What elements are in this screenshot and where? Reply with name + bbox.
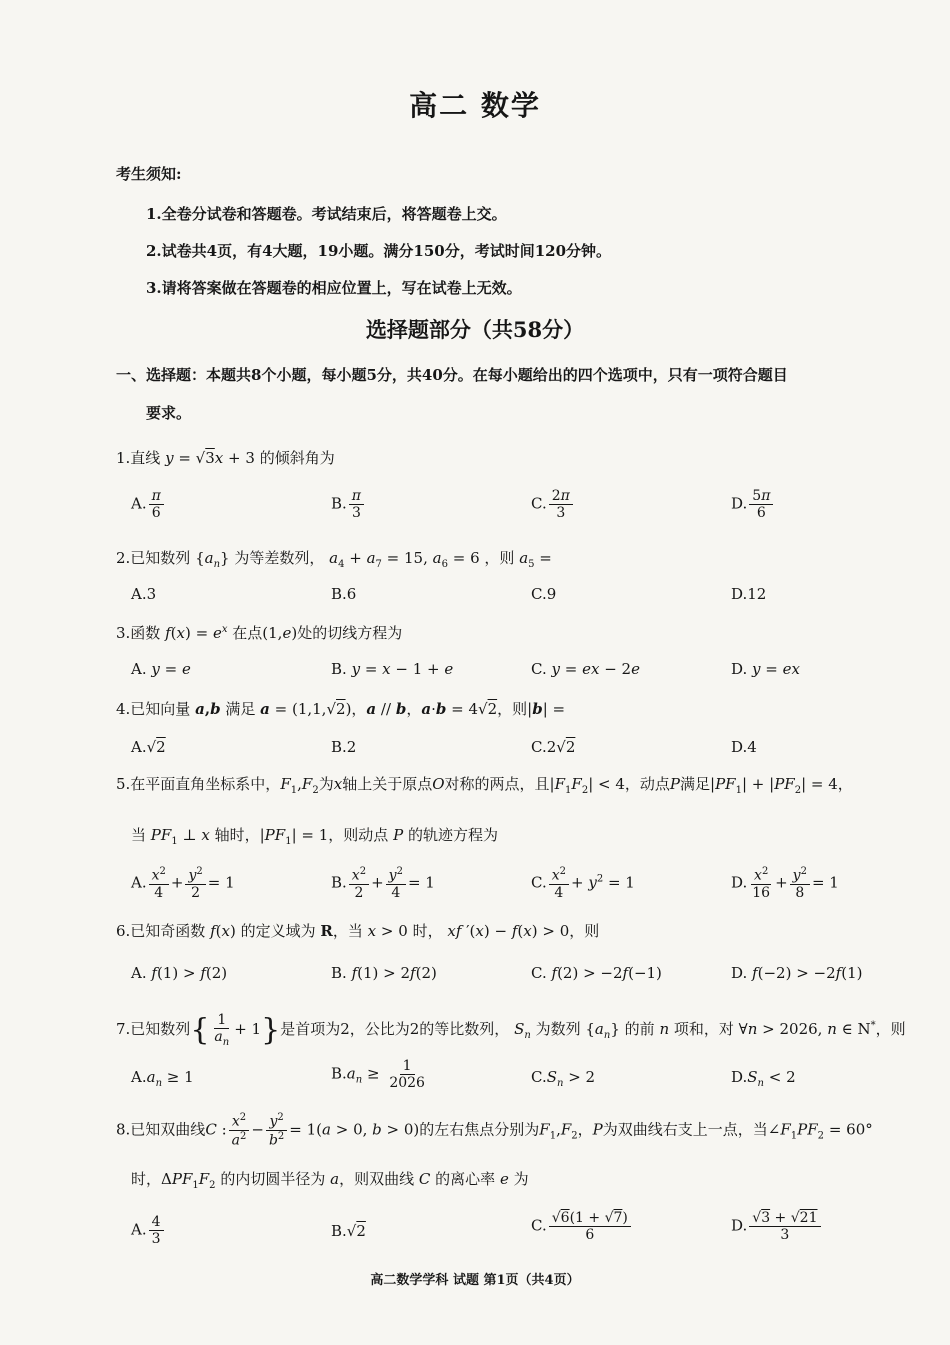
q3-option-a: A. y = e [131, 660, 191, 678]
q7-option-a: $A.a_n \ge 1$ [131, 1068, 194, 1089]
q7-option-c: $C.S_n > 2$ [531, 1068, 596, 1089]
notice-line-1: 1.全卷分试卷和答题卷。考试结束后，将答题卷上交。 [146, 205, 507, 223]
q1-option-c: C. $\frac{2\pi}{3}$ [531, 488, 575, 521]
q5-option-d: D. $\frac{x^2}{16}$ + $\frac{y^2}{8}$ = 1 [731, 866, 839, 901]
notice-heading: 考生须知: [116, 165, 182, 183]
q6-option-a: A. f(1) > f(2) [131, 964, 228, 982]
q8-option-a: A. $\frac{4}{3}$ [131, 1214, 166, 1247]
q8-option-b: B.√2 [331, 1222, 366, 1240]
q3-option-b: B. y = x − 1 + e [331, 660, 454, 678]
page-title: 高二 数学 [409, 89, 541, 122]
q6-option-c: C. f(2) > −2f(−1) [531, 964, 662, 982]
question-3: 3.函数 $f(x) = e^x$ 在点(1,e)处的切线方程为 [116, 624, 403, 642]
q3-option-c: C. y = ex − 2e [531, 660, 640, 678]
q4-option-b: B.2 [331, 738, 357, 756]
q7-option-b: $B.a_n$ ≥ $\frac{1}{2026}$ [331, 1058, 425, 1092]
question-4: 4.已知向量 a,b 满足 a = (1,1,√2)，a // b，a·b = 4√2，则|b| = [116, 700, 566, 718]
question-7: 7.已知数列{ $\frac{1}{a_n}$ + 1}是首项为2，公比为2的等比数列， $S_n$ 为数列 $\{a_n\}$ 的前 n 项和，对 ∀n > 2026, n ∈ N*，则 [116, 1012, 906, 1048]
question-8-line-2: 时，$\Delta PF_1F_2$ 的内切圆半径为 a，则双曲线 C 的离心率 e 为 [131, 1170, 529, 1191]
q8-option-c: C. $\frac{√6(1 + √7)}{6}$ [531, 1210, 633, 1243]
q3-option-d: D. y = ex [731, 660, 800, 678]
question-2: 2.已知数列 $\{a_n\}$ 为等差数列， $a_4 + a_7 = 15$, $a_6 = 6$ ，则 $a_5$ = [116, 549, 552, 570]
q8-option-d: D. $\frac{√3 + √21}{3}$ [731, 1210, 823, 1243]
part-heading: 一、选择题：本题共8个小题，每小题5分，共40分。在每小题给出的四个选项中，只有一项符合题目 [116, 366, 788, 384]
q7-option-d: $D.S_n < 2$ [731, 1068, 796, 1089]
section-title: 选择题部分（共58分） [365, 317, 585, 342]
q1-option-a: A. $\frac{\pi}{6}$ [131, 488, 166, 521]
q2-option-d: D.12 [731, 585, 767, 603]
q5-option-a: A. $\frac{x^2}{4}$ + $\frac{y^2}{2}$ = 1 [131, 866, 235, 901]
notice-line-3: 3.请将答案做在答题卷的相应位置上，写在试卷上无效。 [146, 279, 522, 297]
notice-line-2: 2.试卷共4页，有4大题，19小题。满分150分，考试时间120分钟。 [146, 242, 612, 260]
question-1: 1.直线 y = √3x + 3 的倾斜角为 [116, 449, 335, 467]
page-footer: 高二数学学科 试题 第1页（共4页） [370, 1273, 580, 1288]
q4-option-a: A.√2 [131, 738, 166, 756]
q6-option-d: D. f(−2) > −2f(1) [731, 964, 863, 982]
q2-option-a: A.3 [131, 585, 157, 603]
q1-option-b: B. $\frac{\pi}{3}$ [331, 488, 366, 521]
question-8-line-1: 8.已知双曲线C : $\frac{x^2}{a^2}$ − $\frac{y^2}{b^2}$ = 1(a > 0, b > 0)的左右焦点分别为$F_1,F_2$，P为双曲线右支上一点，当$\angle F_1PF_2 = 60^\circ$ [116, 1112, 873, 1149]
question-5-line-2: 当 $PF_1$ ⊥ x 轴时，$|PF_1| = 1$，则动点 P 的轨迹方程为 [131, 826, 498, 847]
question-6: 6.已知奇函数 f(x) 的定义域为 R，当 x > 0 时， xf ′(x) − f(x) > 0，则 [116, 922, 600, 940]
q4-option-c: C.2√2 [531, 738, 576, 756]
q4-option-d: D.4 [731, 738, 757, 756]
q5-option-c: C. $\frac{x^2}{4}$ + $y^2 = 1$ [531, 866, 635, 901]
q5-option-b: B. $\frac{x^2}{2}$ + $\frac{y^2}{4}$ = 1 [331, 866, 435, 901]
q1-option-d: D. $\frac{5\pi}{6}$ [731, 488, 775, 521]
q2-option-b: B.6 [331, 585, 357, 603]
q6-option-b: B. f(1) > 2f(2) [331, 964, 437, 982]
question-5-line-1: 5.在平面直角坐标系中，$F_1,F_2$为x轴上关于原点O对称的两点，且$|F_1F_2| < 4$，动点P满足$|PF_1| + |PF_2| = 4$， [116, 775, 853, 796]
q2-option-c: C.9 [531, 585, 557, 603]
part-heading-cont: 要求。 [146, 404, 192, 422]
